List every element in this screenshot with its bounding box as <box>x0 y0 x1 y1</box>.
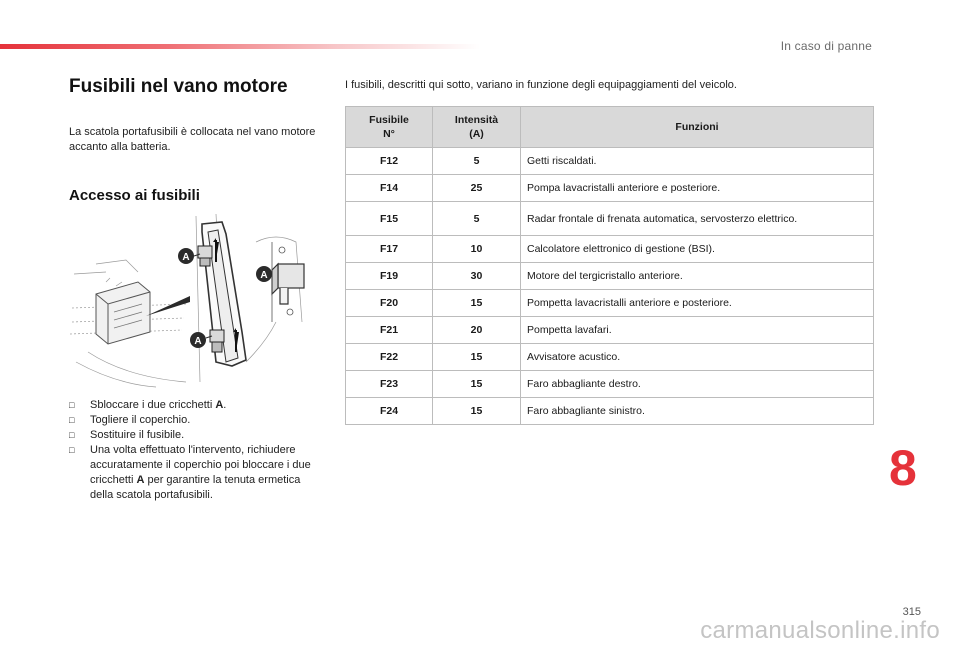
table-row: F19 30 Motore del tergicristallo anteriore. <box>346 263 874 290</box>
table-row: F20 15 Pompetta lavacristalli anteriore e posteriore. <box>346 290 874 317</box>
chapter-number: 8 <box>889 440 917 496</box>
fuse-table <box>345 106 874 425</box>
bullet-icon: □ <box>69 400 75 410</box>
table-intro: I fusibili, descritti qui sotto, variano in funzione degli equipaggiamenti del veicolo. <box>345 79 737 91</box>
header-accent-bar <box>0 44 480 49</box>
table-header-row <box>346 107 874 148</box>
table-row: F17 10 Calcolatore elettronico di gestione (BSI). <box>346 236 874 263</box>
svg-text:A: A <box>182 252 190 263</box>
column-header-intensity: Intensità (A) <box>433 107 521 148</box>
bullet-icon: □ <box>69 430 75 440</box>
page-title: Fusibili nel vano motore <box>69 76 288 97</box>
step-item: □ Una volta effettuato l'intervento, richiudere accuratamente il coperchio poi bloccare i due cricchetti A per garantire la tenuta ermetica della scatola portafusibili. <box>69 444 311 501</box>
table-row: F24 15 Faro abbagliante sinistro. <box>346 398 874 425</box>
intro-paragraph: La scatola portafusibili è collocata nel vano motore accanto alla batteria. <box>69 126 316 153</box>
table-row: F23 15 Faro abbagliante destro. <box>346 371 874 398</box>
column-header-functions: Funzioni <box>521 107 874 148</box>
table-row: F21 20 Pompetta lavafari. <box>346 317 874 344</box>
table-row: F14 25 Pompa lavacristalli anteriore e posteriore. <box>346 175 874 202</box>
latch-marker-a-bottom <box>190 332 212 348</box>
chapter-title: In caso di panne <box>780 39 872 53</box>
page-number: 315 <box>902 606 921 618</box>
column-header-fuse: Fusibile N° <box>346 107 433 148</box>
step-item: □ Togliere il coperchio. <box>69 414 191 426</box>
bullet-icon: □ <box>69 415 75 425</box>
table-row: F15 5 Radar frontale di frenata automatica, servosterzo elettrico. <box>346 202 874 236</box>
latch-marker-a-right <box>256 266 272 282</box>
section-title: Accesso ai fusibili <box>69 187 200 204</box>
step-item: □ Sostituire il fusibile. <box>69 429 185 441</box>
table-row: F12 5 Getti riscaldati. <box>346 148 874 175</box>
step-item: □ Sbloccare i due cricchetti A. <box>69 399 227 411</box>
procedure-steps <box>69 398 324 503</box>
fuse-box-illustration <box>66 212 318 388</box>
watermark: carmanualsonline.info <box>700 617 940 644</box>
svg-text:A: A <box>194 336 202 347</box>
table-row: F22 15 Avvisatore acustico. <box>346 344 874 371</box>
bullet-icon: □ <box>69 445 75 455</box>
svg-text:A: A <box>260 270 268 281</box>
